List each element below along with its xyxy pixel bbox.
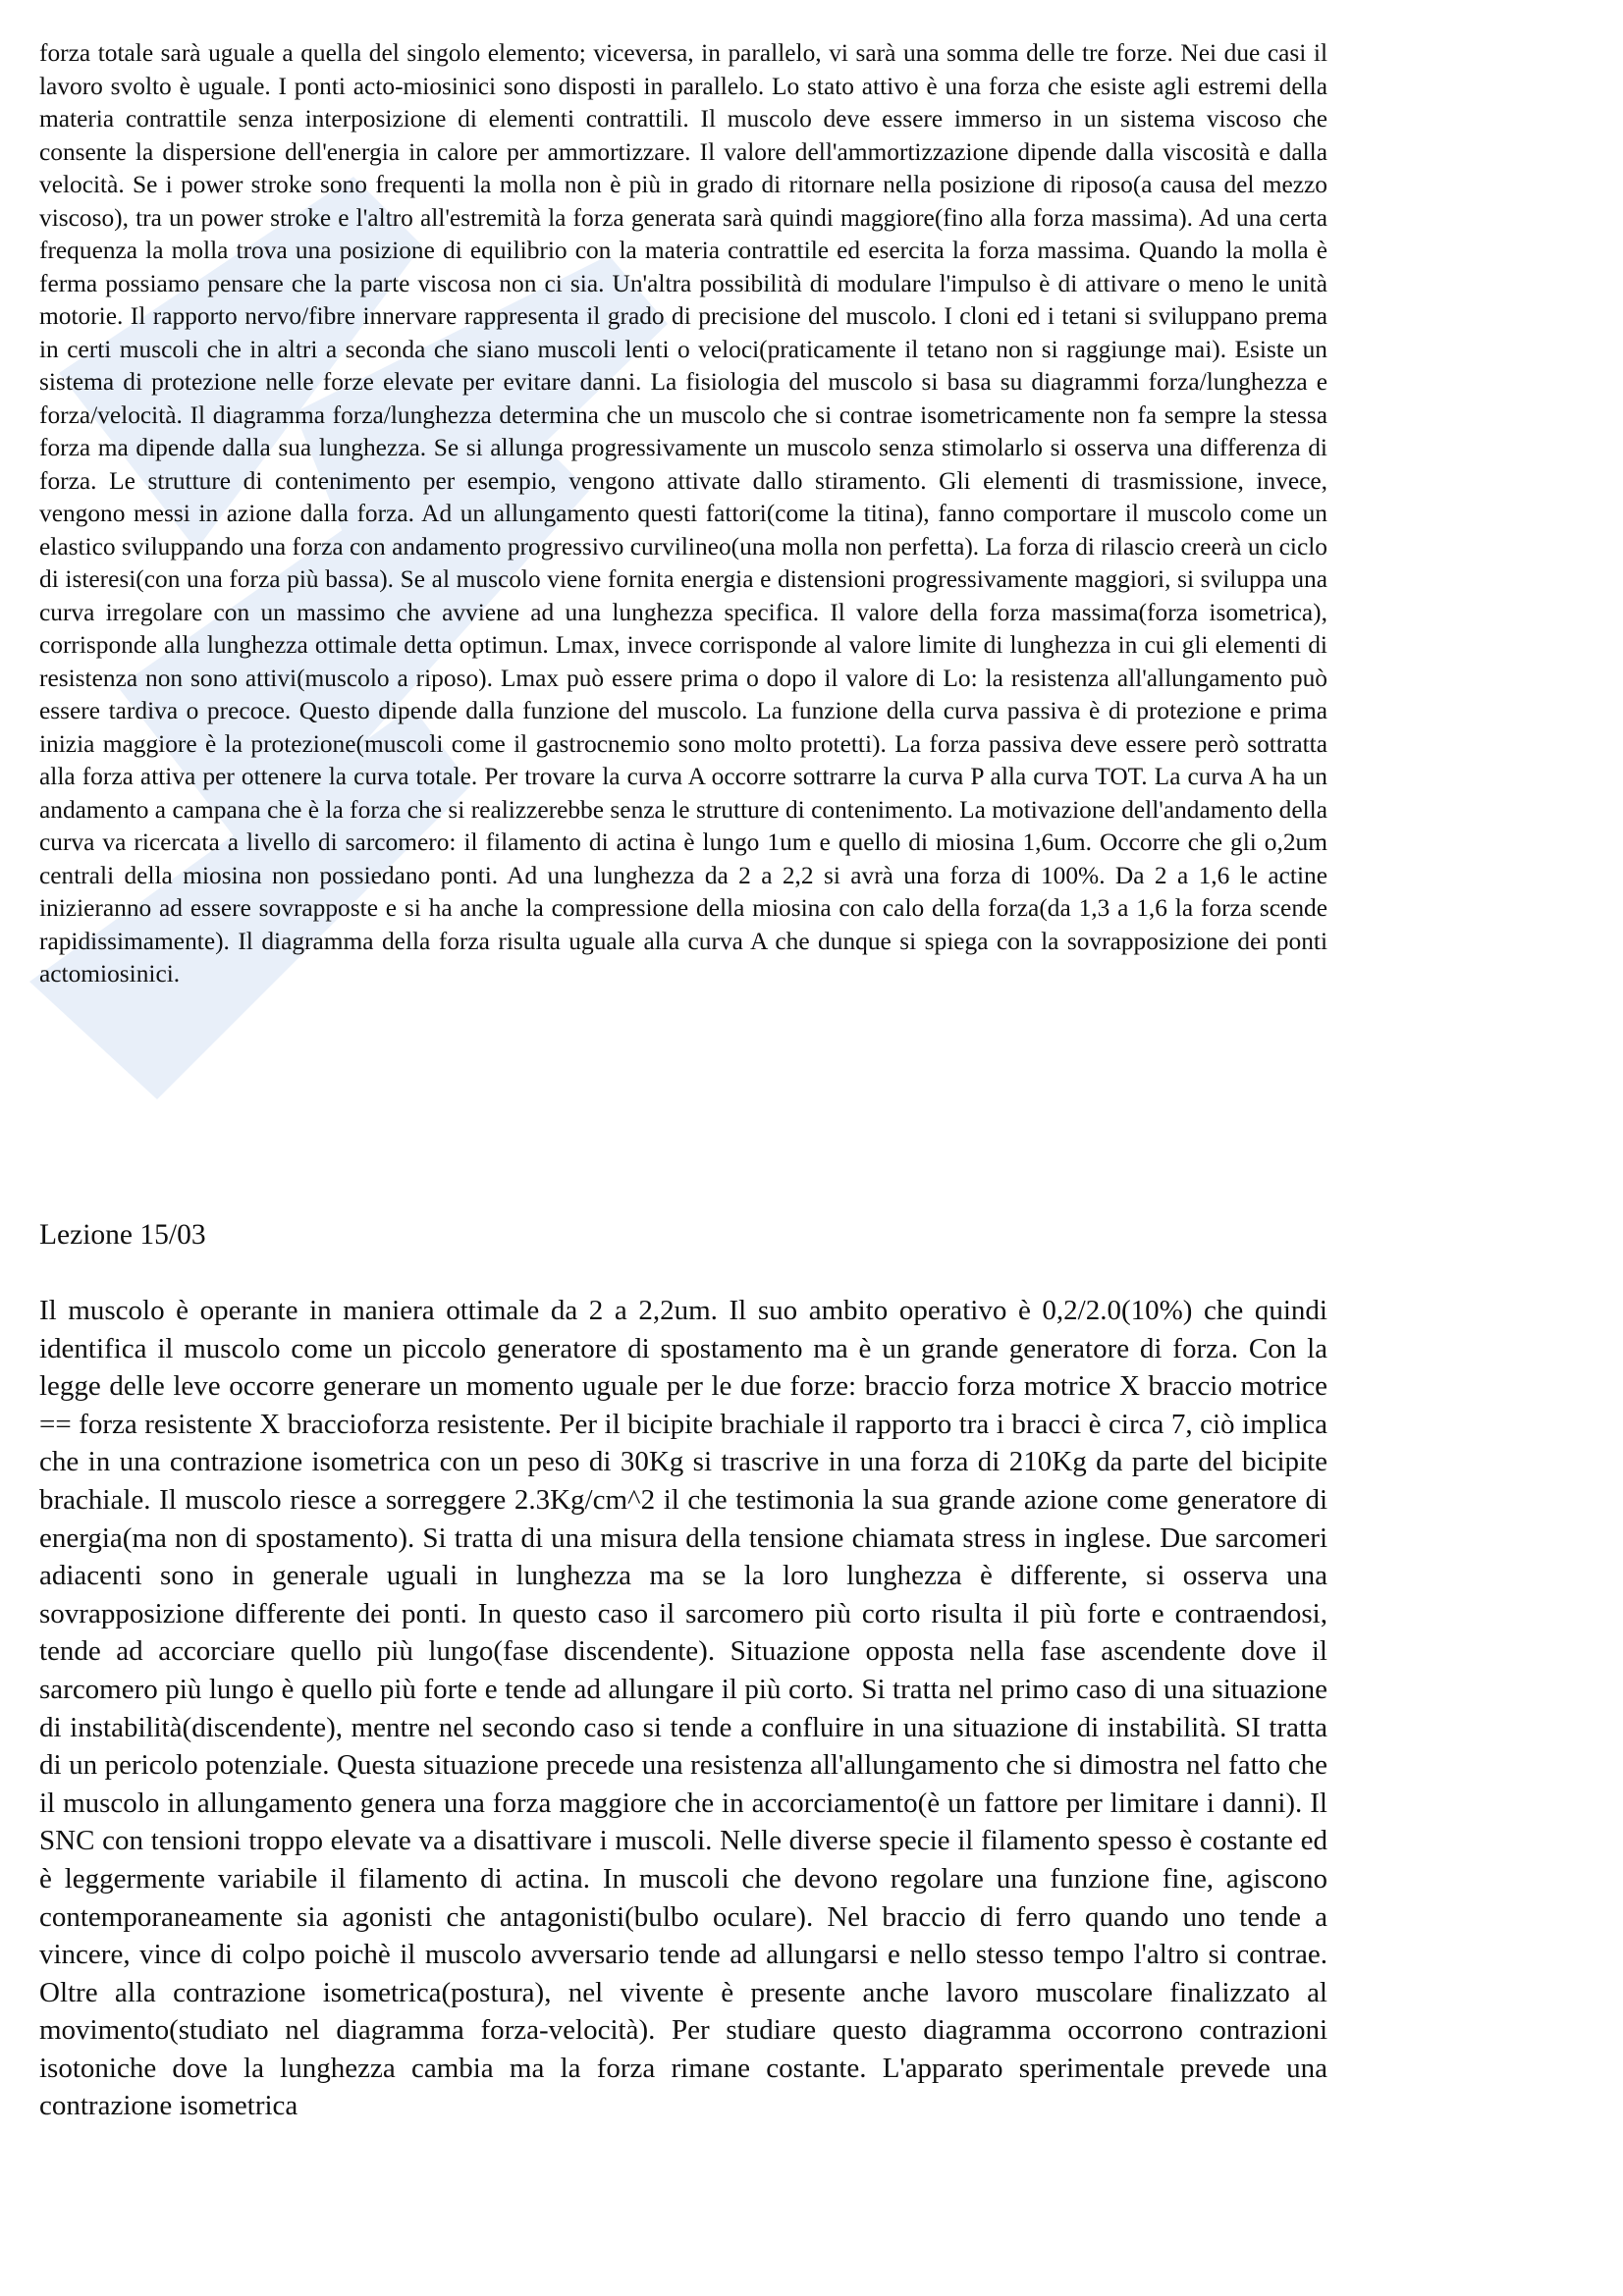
body-paragraph-continued: forza totale sarà uguale a quella del singolo elemento; viceversa, in parallelo, vi sarà una somma delle tre forze. Nei due casi il lavoro svolto è uguale. I ponti acto-miosinici sono disposti in parallelo. Lo stato attivo è una forza che esiste agli estremi della materia contrattile senza interposizione di elementi contrattili. Il muscolo deve essere immerso in un sistema viscoso che consente la dispersione dell'energia in calore per ammortizzare. Il valore dell'ammortizzazione dipende dalla viscosità e dalla velocità. Se i power stroke sono frequenti la molla non è più in grado di ritornare nella posizione di riposo(a causa del mezzo viscoso), tra un power stroke e l'altro all'estremità la forza generata sarà quindi maggiore(fino alla forza massima). Ad una certa frequenza la molla trova una posizione di equilibrio con la materia contrattile ed esercita la forza massima. Quando la molla è ferma possiamo pensare che la parte viscosa non ci sia. Un'altra possibilità di modulare l'impulso è di attivare o meno le unità motorie. Il rapporto nervo/fibre innervare rappresenta il grado di precisione del muscolo. I cloni ed i tetani si sviluppano prema in certi muscoli che in altri a seconda che siano muscoli lenti o veloci(praticamente il tetano non si raggiunge mai). Esiste un sistema di protezione nelle forze elevate per evitare danni. La fisiologia del muscolo si basa su diagrammi forza/lunghezza e forza/velocità. Il diagramma forza/lunghezza determina che un muscolo che si contrae isometricamente non fa sempre la stessa forza ma dipende dalla sua lunghezza. Se si allunga progressivamente un muscolo senza stimolarlo si osserva una differenza di forza. Le strutture di contenimento per esempio, vengono attivate dallo stiramento. Gli elementi di trasmissione, invece, vengono messi in azione dalla forza. Ad un allungamento questi fattori(come la titina), fanno comportare il muscolo come un elastico sviluppando una forza con andamento progressivo curvilineo(una molla non perfetta). La forza di rilascio creerà un ciclo di isteresi(con una forza più bassa). Se al muscolo viene fornita energia e distensioni progressivamente maggiori, si sviluppa una curva irregolare con un massimo che avviene ad una lunghezza specifica. Il valore della forza massima(forza isometrica), corrisponde alla lunghezza ottimale detta optimun. Lmax, invece corrisponde al valore limite di lunghezza in cui gli elementi di resistenza non sono attivi(muscolo a riposo). Lmax può essere prima o dopo il valore di Lo: la resistenza all'allungamento può essere tardiva o precoce. Questo dipende dalla funzione del muscolo. La funzione della curva passiva è di protezione e prima inizia maggiore è la protezione(muscoli come il gastrocnemio sono molto protetti). La forza passiva deve essere però sottratta alla forza attiva per ottenere la curva totale. Per trovare la curva A occorre sottrarre la curva P alla curva TOT. La curva A ha un andamento a campana che è la forza che si realizzerebbe senza le strutture di contenimento. La motivazione dell'andamento della curva va ricercata a livello di sarcomero: il filamento di actina è lungo 1um e quello di miosina 1,6um. Occorre che gli o,2um centrali della miosina non possiedano ponti. Ad una lunghezza da 2 a 2,2 si avrà una forza di 100%. Da 2 a 1,6 le actine inizieranno ad essere sovrapposte e si ha anche la compressione della miosina con calo della forza(da 1,3 a 1,6 la forza scende rapidissimamente). Il diagramma della forza risulta uguale alla curva A che dunque si spiega con la sovrapposizione dei ponti actomiosinici.: [39, 39, 1327, 988]
body-paragraph-lesson: Il muscolo è operante in maniera ottimale da 2 a 2,2um. Il suo ambito operativo è 0,2/2.0(10%) che quindi identifica il muscolo come un piccolo generatore di spostamento ma è un grande generatore di forza. Con la legge delle leve occorre generare un momento uguale per le due forze: braccio forza motrice X braccio motrice == forza resistente X braccioforza resistente. Per il bicipite brachiale il rapporto tra i bracci è circa 7, ciò implica che in una contrazione isometrica con un peso di 30Kg si trascrive in una forza di 210Kg da parte del bicipite brachiale. Il muscolo riesce a sorreggere 2.3Kg/cm^2 il che testimonia la sua grande azione come generatore di energia(ma non di spostamento). Si tratta di una misura della tensione chiamata stress in inglese. Due sarcomeri adiacenti sono in generale uguali in lunghezza ma se la loro lunghezza è differente, si osserva una sovrapposizione differente dei ponti. In questo caso il sarcomero più corto risulta il più forte e contraendosi, tende ad accorciare quello più lungo(fase discendente). Situazione opposta nella fase ascendente dove il sarcomero più lungo è quello più forte e tende ad allungare il più corto. Si tratta nel primo caso di una situazione di instabilità(discendente), mentre nel secondo caso si tende a confluire in una situazione di instabilità. SI tratta di un pericolo potenziale. Questa situazione precede una resistenza all'allungamento che si dimostra nel fatto che il muscolo in allungamento genera una forza maggiore che in accorciamento(è un fattore per limitare i danni). Il SNC con tensioni troppo elevate va a disattivare i muscoli. Nelle diverse specie il filamento spesso è costante ed è leggermente variabile il filamento di actina. In muscoli che devono regolare una funzione fine, agiscono contemporaneamente sia agonisti che antagonisti(bulbo oculare). Nel braccio di ferro quando uno tende a vincere, vince di colpo poichè il muscolo avversario tende ad allungarsi e nello stesso tempo l'altro si contrae. Oltre alla contrazione isometrica(postura), nel vivente è presente anche lavoro muscolare finalizzato al movimento(studiato nel diagramma forza-velocità). Per studiare questo diagramma occorrono contrazioni isotoniche dove la lunghezza cambia ma la forza rimane costante. L'apparato sperimentale prevede una contrazione isometrica: [39, 1295, 1327, 2122]
lesson-heading: Lezione 15/03: [39, 1219, 206, 1251]
